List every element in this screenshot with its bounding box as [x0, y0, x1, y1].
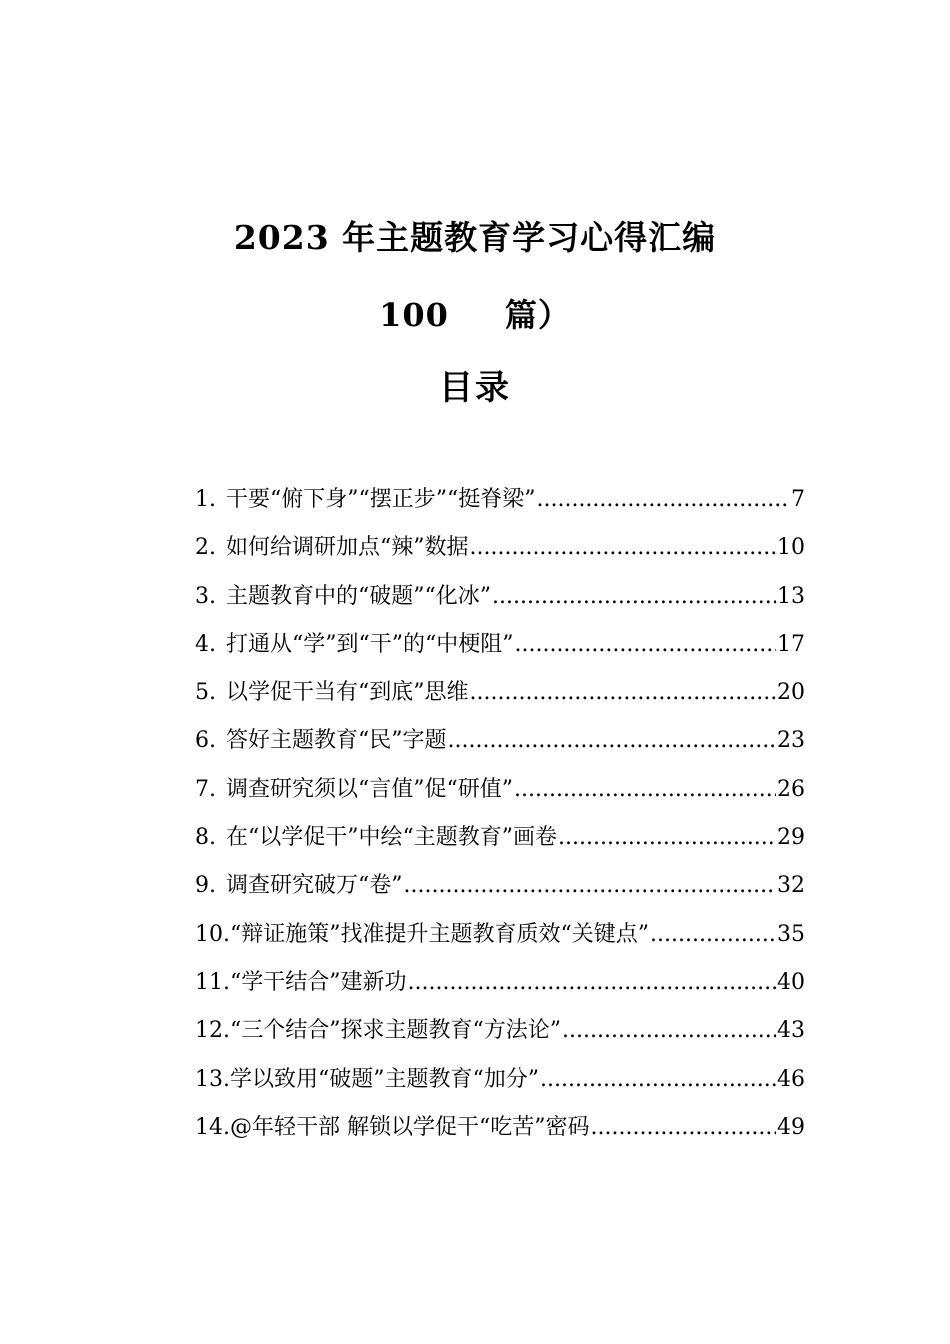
toc-leader [514, 621, 776, 669]
toc-entry[interactable] [195, 1007, 805, 1055]
toc-entry-number: 4. [195, 631, 216, 657]
toc-entry-page: 23 [777, 728, 805, 754]
toc-leader [540, 1056, 776, 1104]
toc-entry[interactable] [195, 766, 805, 814]
toc-entry-title: 干要“俯下身”“摆正步”“挺脊梁” [226, 487, 536, 512]
table-of-contents [195, 476, 805, 1152]
toc-entry-number: 9. [195, 873, 216, 899]
toc-entry-title: 如何给调研加点“辣”数据 [226, 535, 469, 561]
toc-entry-title: “辩证施策”找准提升主题教育质效“关键点” [230, 921, 649, 947]
toc-entry-page: 35 [777, 921, 805, 947]
toc-leader [448, 717, 777, 765]
toc-entry-page: 7 [791, 487, 805, 512]
toc-leader [404, 862, 777, 910]
toc-entry-page: 46 [777, 1066, 805, 1092]
toc-leader [558, 814, 776, 862]
toc-leader [470, 524, 777, 572]
toc-entry[interactable] [195, 862, 805, 910]
toc-leader [408, 959, 777, 1007]
toc-entry-title: “三个结合”探求主题教育“方法论” [230, 1018, 561, 1044]
toc-entry[interactable] [195, 814, 805, 862]
toc-entry[interactable] [195, 476, 805, 524]
toc-entry-number: 13. [195, 1066, 230, 1092]
document-title: 2023 年主题教育学习心得汇编 [233, 218, 717, 257]
toc-entry[interactable] [195, 669, 805, 717]
toc-entry-title: “学干结合”建新功 [230, 969, 407, 995]
toc-leader [650, 911, 776, 959]
toc-entry-title: 主题教育中的“破题”“化冰” [226, 583, 491, 609]
toc-entry-number: 6. [195, 728, 216, 754]
toc-entry-number: 10. [195, 921, 230, 947]
toc-entry-title: 以学促干当有“到底”思维 [226, 680, 469, 706]
toc-entry-page: 20 [777, 680, 805, 706]
toc-entry-number: 11. [195, 969, 230, 995]
toc-entry-page: 40 [777, 969, 805, 995]
subtitle-unit: 篇） [504, 296, 571, 334]
toc-leader [470, 669, 777, 717]
toc-entry-number: 8. [195, 825, 216, 851]
toc-leader [492, 573, 776, 621]
toc-entry[interactable] [195, 911, 805, 959]
toc-entry-number: 5. [195, 680, 216, 706]
toc-entry[interactable] [195, 573, 805, 621]
toc-entry-title: 在“以学促干”中绘“主题教育”画卷 [226, 825, 557, 851]
toc-entry[interactable] [195, 621, 805, 669]
subtitle-count: 100 [379, 296, 449, 334]
toc-entry-page: 13 [777, 583, 805, 609]
document-subtitle [0, 290, 950, 336]
toc-entry[interactable] [195, 717, 805, 765]
toc-entry-title: 调查研究须以“言值”促“研值” [226, 776, 513, 802]
toc-entry-page: 26 [777, 776, 805, 802]
toc-leader [514, 766, 776, 814]
toc-entry-number: 12. [195, 1018, 230, 1044]
toc-leader [562, 1007, 776, 1055]
toc-entry-page: 49 [777, 1114, 805, 1140]
toc-entry[interactable] [195, 959, 805, 1007]
toc-entry-number: 1. [195, 487, 216, 512]
toc-entry-number: 14. [195, 1114, 230, 1140]
toc-entry[interactable] [195, 1104, 805, 1152]
toc-entry-title: 答好主题教育“民”字题 [226, 728, 447, 754]
toc-entry-title: 调查研究破万“卷” [226, 873, 403, 899]
toc-entry-title: @年轻干部 解锁以学促干“吃苦”密码 [230, 1114, 590, 1140]
toc-entry[interactable] [195, 524, 805, 572]
toc-entry-page: 29 [777, 825, 805, 851]
toc-entry[interactable] [195, 1056, 805, 1104]
toc-entry-number: 3. [195, 583, 216, 609]
toc-entry-page: 10 [777, 535, 805, 561]
toc-entry-page: 32 [777, 873, 805, 899]
toc-leader [591, 1104, 777, 1152]
toc-entry-page: 17 [777, 631, 805, 657]
toc-leader [536, 476, 790, 524]
toc-entry-number: 7. [195, 776, 216, 802]
toc-entry-page: 43 [777, 1018, 805, 1044]
toc-entry-number: 2. [195, 535, 216, 561]
toc-entry-title: 打通从“学”到“干”的“中梗阻” [226, 631, 514, 657]
toc-heading: 目录 [439, 368, 511, 408]
toc-entry-title: 学以致用“破题”主题教育“加分” [230, 1066, 539, 1092]
